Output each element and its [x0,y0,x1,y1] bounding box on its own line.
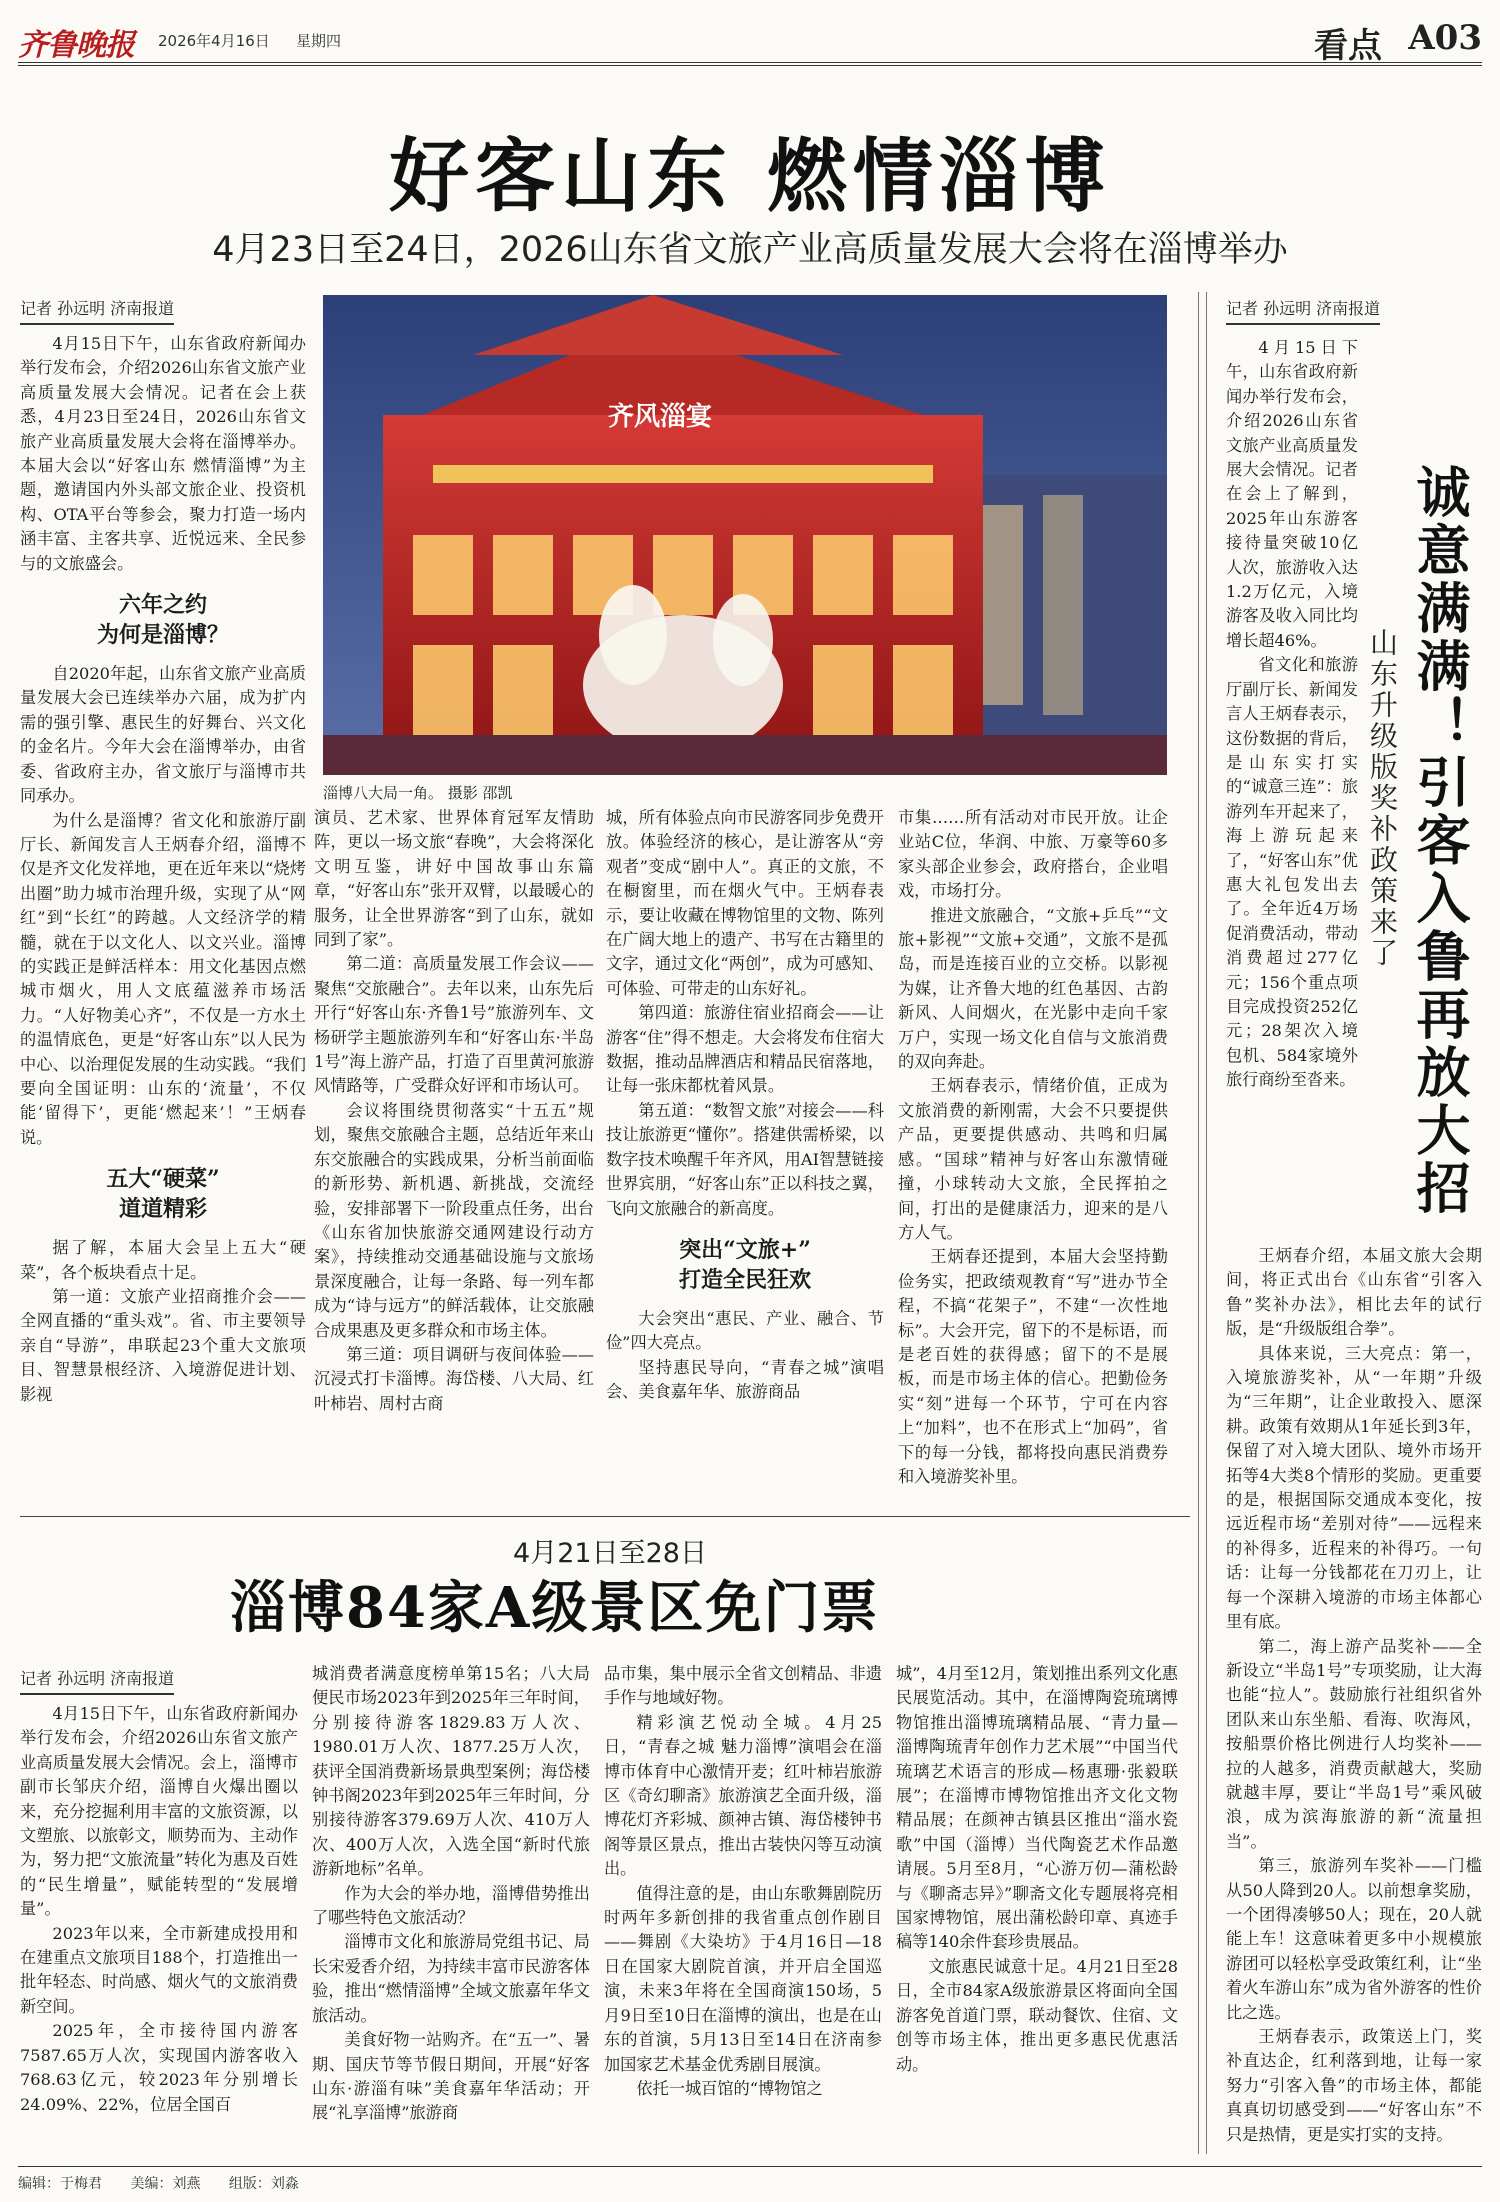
main-subhead: 4月23日至24日，2026山东省文旅产业高质量发展大会将在淄博举办 [212,230,1288,270]
paragraph: 淄博市文化和旅游局党组书记、局长宋爱香介绍，为持续丰富市民游客体验，推出“燃情淄博”全域文旅嘉年华文旅活动。 [312,1932,590,2025]
byline-bottom: 记者 孙远明 济南报道 [20,1666,174,1695]
section-name: 看点 [1314,26,1382,66]
masthead [18,14,1482,66]
paragraph: 4月15日下午，山东省政府新闻办举行发布会，介绍2026山东省文旅产业高质量发展大会情况。会上，淄博市副市长邹庆介绍，淄博自火爆出圈以来，充分挖掘利用丰富的文旅资源，以文塑旅、以旅彰文，顺势而为、主动作为，努力把“文旅流量”转化为惠及百姓的“民生增量”，赋能转型的“发展增量”。 [20,1704,298,1919]
paragraph: 城消费者满意度榜单第15名；八大局便民市场2023年到2025年三年时间，分别接待游客1829.83万人次、1980.01万人次、1877.25万人次，获评全国消费新场景典型案例；海岱楼钟书阁2023年到2025年三年时间，分别接待游客379.69万人次、410万人次、400万人次，入选全国“新时代旅游新地标”名单。 [312,1664,590,1879]
designer-credit: 美编：刘燕 [130,2176,201,2192]
paragraph: 4月15日下午，山东省政府新闻办举行发布会，介绍2026山东省文旅产业高质量发展大会情况。记者在会上获悉，4月23日至24日，2026山东省文旅产业高质量发展大会将在淄博举办。本届大会以“好客山东 燃情淄博”为主题，邀请国内外头部文旅企业、投资机构、OTA平台等参会，聚力打造一场内涵丰富、主客共享、近悦远来、全民参与的文旅盛会。 [20,334,306,573]
issue-weekday: 星期四 [296,32,342,50]
bottom-headline: 淄博84家A级景区免门票 [230,1575,880,1641]
page-number: A03 [1408,18,1482,58]
paragraph: 据了解，本届大会呈上五大“硬菜”，各个板块看点十足。 [20,1238,306,1282]
paragraph: 王炳春表示，政策送上门，奖补直达企，红利落到地，让每一家努力“引客入鲁”的市场主体，都能真真切切感受到——“好客山东”不只是热情，更是实打实的支持。 [1226,2027,1482,2144]
paragraph: 大会突出“惠民、产业、融合、节俭”四大亮点。 [606,1308,884,1353]
paragraph: 2025年，全市接待国内游客7587.65万人次，实现国内游客收入768.63亿元，较2023年分别增长24.09%、22%，位居全国百 [20,2021,298,2114]
paragraph: 值得注意的是，由山东歌舞剧院历时两年多新创排的我省重点创作剧目——舞剧《大染坊》于4月16日—18日在国家大剧院首演，并开启全国巡演，未来3年将在全国商演150场，5月9日至10日在淄博的演出，也是在山东的首演，5月13日至14日在济南参加国家艺术基金优秀剧目展演。 [604,1883,882,2074]
paragraph: 第一道：文旅产业招商推介会——全网直播的“重头戏”。省、市主要领导亲自“导游”，串联起23个重大文旅项目、智慧景根经济、入境游促进计划、影视 [20,1287,306,1404]
subheading: 突出“文旅+” 打造全民狂欢 [678,1236,811,1293]
paragraph: 第二道：高质量发展工作会议——聚焦“交旅融合”。去年以来，山东先后开行“好客山东·齐鲁1号”旅游列车、文杨研学主题旅游列车和“好客山东·半岛1号”海上游产品，打造了百里黄河旅游风情路等，广受群众好评和市场认可。 [314,954,594,1096]
photo-illustration [323,295,1167,775]
paragraph: 第三道：项目调研与夜间体验——沉浸式打卡淄博。海岱楼、八大局、红叶柿岩、周村古商 [314,1344,594,1413]
right-column-narrow [1226,336,1358,1236]
paragraph: 2023年以来，全市新建成投用和在建重点文旅项目188个，打造推出一批年轻态、时尚感、烟火气的文旅消费新空间。 [20,1923,298,2016]
main-headline: 好客山东 燃情淄博 [389,129,1111,223]
photo-sign: 齐风淄宴 [608,402,713,432]
right-vertical-title: 诚意满满！引客入鲁再放大招 [1408,464,1472,1218]
bottom-column-1 [20,1702,298,2156]
article-column-3 [606,806,884,1500]
paragraph: 美食好物一站购齐。在“五一”、暑期、国庆节等节假日期间，开展“好客山东·游淄有味”美食嘉年华活动；开展“礼享淄博”旅游商 [312,2030,590,2123]
right-column-wide [1226,1244,1482,2156]
byline-right: 记者 孙远明 济南报道 [1226,296,1380,325]
paragraph: 第三，旅游列车奖补——门槛从50人降到20人。以前想拿奖励，一个团得凑够50人；现在，20人就能上车！这意味着更多中小规模旅游团可以轻松享受政策红利，让“坐着火车游山东”成为省外游客的性价比之选。 [1226,1856,1482,2022]
paragraph: 第五道：“数智文旅”对接会——科技让旅游更“懂你”。搭建供需桥梁，以数字技术唤醒千年齐风，用AI智慧链接世界宾朋，“好客山东”正以科技之翼，飞向文旅融合的新高度。 [606,1100,884,1218]
paragraph: 精彩演艺悦动全城。4月25日，“青春之城 魅力淄博”演唱会在淄博市体育中心激情开麦；红叶柿岩旅游区《奇幻聊斋》旅游演艺全面升级，淄博花灯齐彩城、颜神古镇、海岱楼钟书阁等景区景点，推出古装快闪等互动演出。 [604,1712,882,1879]
paragraph: 王炳春介绍，本届文旅大会期间，将正式出台《山东省“引客入鲁”奖补办法》，相比去年的试行版，是“升级版组合拳”。 [1226,1246,1482,1339]
bottom-column-4 [896,1662,1178,2156]
page-footer [18,2166,1482,2193]
paragraph: 第四道：旅游住宿业招商会——让游客“住”得不想走。大会将发布住宿大数据，推动品牌酒店和精品民宿落地，让每一张床都枕着风景。 [606,1003,884,1096]
section-divider [20,1516,1190,1517]
paragraph: 省文化和旅游厅副厅长、新闻发言人王炳春表示，这份数据的背后，是山东实打实的“诚意三连”：旅游列车开起来了，海上游玩起来了，“好客山东”优惠大礼包发出去了。全年近4万场促消费活动，带动消费超过277亿元；156个重点项目完成投资252亿元；28架次入境包机、584家境外旅行商纷至沓来。 [1226,655,1358,1090]
paragraph: 具体来说，三大亮点：第一，入境旅游奖补，从“一年期”升级为“三年期”，让企业敢投入、愿深耕。政策有效期从1年延长到3年，保留了对入境大团队、境外市场开拓等4大类8个情形的奖励。更重要的是，根据国际交通成本变化，按远近程市场“差别对待”——远程来的补得多，近程来的补得巧。一句话：让每一分钱都花在刀刃上，让每一个深耕入境游的市场主体都心里有底。 [1226,1343,1482,1632]
paragraph: 城，所有体验点向市民游客同步免费开放。体验经济的核心，是让游客从“旁观者”变成“剧中人”。真正的文旅，不在橱窗里，而在烟火气中。王炳春表示，要让收藏在博物馆里的文物、陈列在广阔大地上的遗产、书写在古籍里的文字，通过文化“两创”，成为可感知、可体验、可带走的山东好礼。 [606,808,884,998]
editor-credit: 编辑：于梅君 [18,2176,102,2192]
paragraph: 品市集，集中展示全省文创精品、非遗手作与地域好物。 [604,1664,882,1708]
newspaper-logo: 齐鲁晚报 [18,28,134,63]
paragraph: 会议将围绕贯彻落实“十五五”规划，聚焦交旅融合主题，总结近年来山东交旅融合的实践成果，分析当前面临的新形势、新机遇、新挑战，交流经验，安排部署下一阶段重点任务，出台《山东省加快旅游交通网建设行动方案》，持续推动交通基础设施与文旅场景深度融合，让每一条路、每一列车都成为“诗与远方”的鲜活载体，让交旅融合成果惠及更多群众和市场主体。 [314,1100,594,1340]
photo-caption: 淄博八大局一角。 摄影 邵凯 [323,784,513,802]
paragraph: 文旅惠民诚意十足。4月21日至28日，全市84家A级旅游景区将面向全国游客免首道门票，联动餐饮、住宿、文创等市场主体，推出更多惠民优惠活动。 [896,1956,1178,2074]
paragraph: 城”，4月至12月，策划推出系列文化惠民展览活动。其中，在淄博陶瓷琉璃博物馆推出淄博琉璃精品展、“青力量—淄博陶琉青年创作力艺术展”“中国当代琉璃艺术语言的形成—杨惠珊·张毅联展”；在淄博市博物馆推出齐文化文物精品展；在颜神古镇县区推出“淄水瓷歌”中国（淄博）当代陶瓷艺术作品邀请展。5月至8月，“心游万仞—蒲松龄与《聊斋志异》”聊斋文化专题展将亮相国家博物馆，展出蒲松龄印章、真迹手稿等140余件套珍贵展品。 [896,1664,1178,1952]
subheading: 五大“硬菜” 道道精彩 [106,1166,220,1223]
paragraph: 王炳春表示，情绪价值，正成为文旅消费的新刚需，大会不只要提供产品，更要提供感动、共鸣和归属感。“国球”精神与好客山东激情碰撞，小球转动大文旅，全民挥拍之间，打出的是健康活力，迎来的是八方人气。 [898,1076,1168,1242]
paragraph: 推进文旅融合，“文旅+乒乓”“文旅+影视”“文旅+交通”，文旅不是孤岛，而是连接百业的立交桥。以影视为媒，让齐鲁大地的红色基因、古韵新风、人间烟火，在光影中走向千家万户，实现一场文化自信与文旅消费的双向奔赴。 [898,905,1168,1072]
article-column-1 [20,332,306,1502]
article-column-4 [898,806,1168,1500]
paragraph: 作为大会的举办地，淄博借势推出了哪些特色文旅活动？ [312,1883,590,1928]
paragraph: 市集……所有活动对市民开放。让企业站C位，华润、中旅、万豪等60多家头部企业参会，政府搭台，企业唱戏，市场打分。 [898,808,1168,901]
column-divider [1198,292,1199,2154]
paragraph: 坚持惠民导向，“青春之城”演唱会、美食嘉年华、旅游商品 [606,1357,884,1402]
article-photo [323,295,1167,775]
bottom-kicker: 4月21日至28日 [513,1538,707,1569]
bottom-column-3 [604,1662,882,2156]
paragraph: 自2020年起，山东省文旅产业高质量发展大会已连续举办六届，成为扩内需的强引擎、惠民生的好舞台、兴文化的金名片。今年大会在淄博举办，由省委、省政府主办，省文旅厅与淄博市共同承办。 [20,664,306,806]
column-divider [1206,292,1207,2154]
paragraph: 为什么是淄博？省文化和旅游厅副厅长、新闻发言人王炳春介绍，淄博不仅是齐文化发祥地，更在近年来以“烧烤出圈”助力城市治理升级，实现了从“网红”到“长红”的跨越。人文经济学的精髓，就在于以文化人、以文兴业。淄博的实践正是鲜活样本：用文化基因点燃城市烟火，用人文底蕴滋养市场活力。“人好物美心齐”，不仅是一方水土的温情底色，更是“好客山东”以人民为中心、以治理促发展的生动实践。“我们要向全国证明：山东的‘流量’，不仅能‘留得下’，更能‘燃起来’！”王炳春说。 [20,810,306,1147]
article-column-2 [314,806,594,1500]
layout-credit: 组版：刘淼 [228,2176,299,2192]
paragraph: 第二，海上游产品奖补——全新设立“半岛1号”专项奖励，让大海也能“拉人”。鼓励旅行社组织省外团队来山东坐船、看海、吹海风，按船票价格比例进行人均奖补——拉的人越多，消费贡献越大，奖励就越丰厚，要让“半岛1号”乘风破浪，成为滨海旅游的新“流量担当”。 [1226,1636,1482,1851]
right-vertical-subtitle: 山东升级版奖补政策来了 [1366,628,1399,969]
issue-date: 2026年4月16日 [158,32,270,50]
paragraph: 4月15日下午，山东省政府新闻办举行发布会，介绍2026山东省文旅产业高质量发展大会情况。记者在会上了解到，2025年山东游客接待量突破10亿人次，旅游收入达1.2万亿元，入境游客及收入同比均增长超46%。 [1226,338,1358,650]
paragraph: 王炳春还提到，本届大会坚持勤俭务实，把政绩观教育“写”进办节全程，不搞“花架子”，不建“一次性地标”。大会开完，留下的不是标语，而是老百姓的获得感；留下的不是展板，而是市场主体的信心。把勤俭务实“刻”进每一个环节，宁可在内容上“加料”，也不在形式上“加码”，省下的每一分钱，都将投向惠民消费券和入境游奖补里。 [898,1247,1168,1486]
subheading: 六年之约 为何是淄博？ [96,592,229,649]
byline-main: 记者 孙远明 济南报道 [20,296,174,325]
paragraph: 依托一城百馆的“博物馆之 [636,2078,823,2098]
bottom-column-2 [312,1662,590,2156]
paragraph: 演员、艺术家、世界体育冠军友情助阵，更以一场文旅“春晚”，大会将深化文明互鉴，讲好中国故事山东篇章，“好客山东”张开双臂，以最暖心的服务，让全世界游客“到了山东，就如同到了家”。 [314,808,594,950]
